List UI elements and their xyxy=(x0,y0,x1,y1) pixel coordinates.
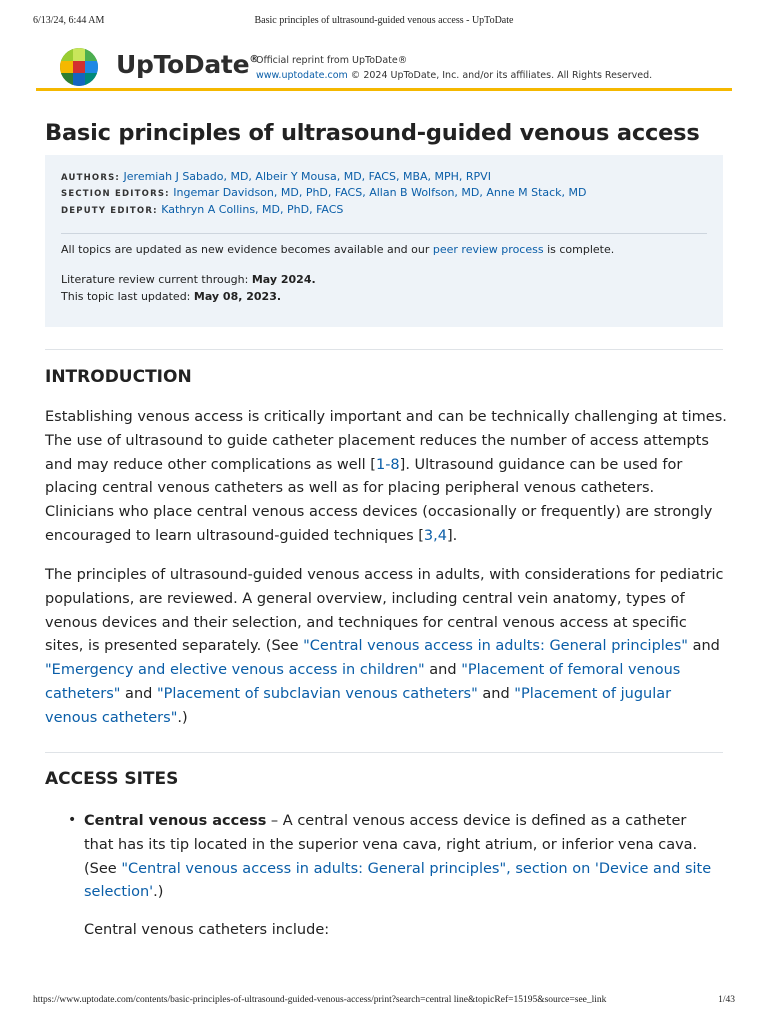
bullet-icon: • xyxy=(68,812,77,828)
topic-link[interactable]: "Central venous access in adults: General principles", section on 'Device and site selection' xyxy=(84,860,712,901)
page-title: Basic principles of ultrasound-guided venous access xyxy=(45,120,700,146)
deputy-editor-label: DEPUTY EDITOR: xyxy=(61,206,158,216)
print-url: https://www.uptodate.com/contents/basic-principles-of-ultrasound-guided-venous-access/print?search=central line&topicRef=15195&source=see_link xyxy=(33,995,607,1005)
page-number: 1/43 xyxy=(718,995,735,1005)
reference-link[interactable]: 1-8 xyxy=(375,456,400,473)
topic-link[interactable]: "Emergency and elective venous access in children" xyxy=(45,662,425,679)
authors-links[interactable]: Jeremiah J Sabado, MD, Albeir Y Mousa, MD, FACS, MBA, MPH, RPVI xyxy=(123,170,491,183)
registered-mark: ® xyxy=(249,54,259,65)
last-updated-date: This topic last updated: May 08, 2023. xyxy=(61,290,282,303)
section-editors-row xyxy=(61,185,587,202)
bullet-term: Central venous access xyxy=(84,813,267,829)
authors-label: AUTHORS: xyxy=(61,173,121,183)
deputy-editor-row xyxy=(61,202,343,219)
authors-row xyxy=(61,169,491,186)
introduction-heading: INTRODUCTION xyxy=(45,367,192,387)
topic-link[interactable]: "Placement of femoral venous catheters" xyxy=(45,662,681,702)
topic-link[interactable]: "Central venous access in adults: General principles" xyxy=(303,638,688,655)
print-doc-title: Basic principles of ultrasound-guided venous access - UpToDate xyxy=(254,15,514,26)
central-venous-access-item: Central venous access – A central venous access device is defined as a catheter that has its tip located in the superior vena cava, right atrium, or inferior vena cava. (See "Central venous access in adults: General principles", section on 'Device and site selection'.) xyxy=(84,813,712,901)
brand-bar xyxy=(36,48,732,91)
introduction-paragraph-1: Establishing venous access is critically important and can be technically challenging at times. The use of ultrasound to guide catheter placement reduces the number of access attempts and may reduce other complications as well [1-8]. Ultrasound guidance can be used for placing central venous catheters as well as for placing peripheral venous catheters. Clinicians who place central venous access devices (occasionally or frequently) are strongly encouraged to learn ultrasound-guided techniques [3,4]. xyxy=(45,409,727,544)
central-catheters-intro: Central venous catheters include: xyxy=(84,922,330,938)
update-policy: All topics are updated as new evidence becomes available and our peer review process is complete. xyxy=(61,243,615,256)
info-divider xyxy=(61,233,707,234)
literature-review-date: Literature review current through: May 2024. xyxy=(61,273,316,286)
peer-review-link[interactable]: peer review process xyxy=(432,243,544,256)
section-divider xyxy=(45,349,723,350)
reprint-line: Official reprint from UpToDate® xyxy=(256,55,408,66)
print-footer xyxy=(0,995,768,1009)
section-editors-links[interactable]: Ingemar Davidson, MD, PhD, FACS, Allan B Wolfson, MD, Anne M Stack, MD xyxy=(173,186,587,199)
print-datetime: 6/13/24, 6:44 AM xyxy=(33,15,105,26)
reprint-notice xyxy=(256,53,652,83)
deputy-editor-link[interactable]: Kathryn A Collins, MD, PhD, FACS xyxy=(161,203,344,216)
topic-link[interactable]: "Placement of subclavian venous catheters" xyxy=(156,685,478,702)
topic-info-box xyxy=(45,155,723,327)
reference-link[interactable]: 3,4 xyxy=(423,527,447,544)
section-editors-label: SECTION EDITORS: xyxy=(61,189,170,199)
access-sites-heading: ACCESS SITES xyxy=(45,769,179,789)
uptodate-site-link[interactable]: www.uptodate.com xyxy=(256,70,348,81)
copyright-text: © 2024 UpToDate, Inc. and/or its affiliates. All Rights Reserved. xyxy=(347,70,653,81)
topic-link[interactable]: "Placement of jugular venous catheters" xyxy=(45,685,672,726)
uptodate-logo-icon xyxy=(60,48,98,86)
print-header xyxy=(0,15,768,29)
introduction-paragraph-2: The principles of ultrasound-guided venous access in adults, with considerations for pediatric populations, are reviewed. A general overview, including central vein anatomy, types of venous devices and their selection, and techniques for central venous access at specific sites, is presented separately. (See "Central venous access in adults: General principles" and "Emergency and elective venous access in children" and "Placement of femoral venous catheters" and "Placement of subclavian venous catheters" and "Placement of jugular venous catheters".) xyxy=(45,567,724,726)
brand-name: UpToDate® xyxy=(116,50,259,79)
section-divider xyxy=(45,752,723,753)
